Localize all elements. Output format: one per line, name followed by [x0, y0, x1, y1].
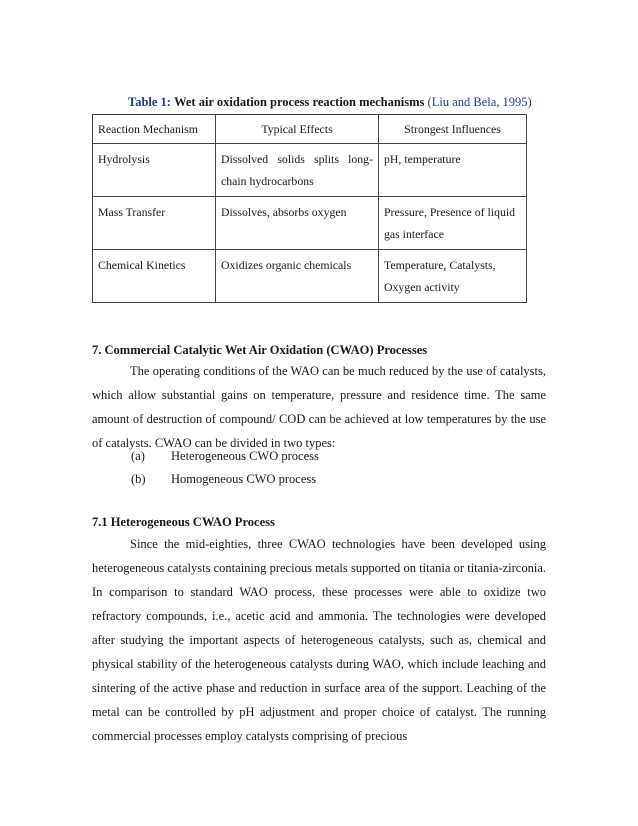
- section-7-paragraph: [92, 359, 546, 455]
- list-item-text: Homogeneous CWO process: [171, 472, 317, 486]
- table-cell: Mass Transfer: [93, 197, 216, 250]
- section-7-1-heading: 7.1 Heterogeneous CWAO Process: [92, 515, 275, 529]
- table-row: [93, 197, 527, 250]
- section-7-paragraph-text: The operating conditions of the WAO can be much reduced by the use of catalysts, which allow substantial gains on temperature, pressure and residence time. The same amount of destruction of compound/ COD can be achieved at low temperatures by the use of catalysts. CWAO can be divided in two types:: [92, 364, 546, 450]
- list-item-marker: (b): [131, 472, 146, 486]
- list-item-marker: (a): [131, 449, 145, 463]
- table-cell: pH, temperature: [379, 144, 527, 197]
- table-header-cell: Typical Effects: [216, 115, 379, 144]
- table-row: [93, 250, 527, 303]
- table-cell: Dissolved solids splits long-chain hydrocarbons: [216, 144, 379, 197]
- table-header-cell: Strongest Influences: [379, 115, 527, 144]
- table-cell: Temperature, Catalysts, Oxygen activity: [379, 250, 527, 303]
- table-cell: Oxidizes organic chemicals: [216, 250, 379, 303]
- table-row: [93, 144, 527, 197]
- table-cell: Dissolves, absorbs oxygen: [216, 197, 379, 250]
- table-caption-label: Table 1:: [128, 95, 171, 109]
- table-caption: [128, 95, 532, 110]
- section-7-1-paragraph-text: Since the mid-eighties, three CWAO technologies have been developed using heterogeneous catalysts containing precious metals supported on titania or titania-zirconia. In comparison to standard WAO process, these processes were able to oxidize two refractory compounds, i.e., acetic acid and ammonia. The technologies were developed after studying the important aspects of heterogeneous catalysts, such as, chemical and physical stability of the heterogeneous catalysts during WAO, which include leaching and sintering of the active phase and reduction in surface area of the support. Leaching of the metal can be controlled by pH adjustment and proper choice of catalyst. The running commercial processes employ catalysts comprising of precious: [92, 537, 546, 743]
- table-caption-title: Wet air oxidation process reaction mechanisms: [174, 95, 425, 109]
- section-7-heading: 7. Commercial Catalytic Wet Air Oxidation (CWAO) Processes: [92, 343, 428, 357]
- mechanism-table: [92, 114, 527, 303]
- list-item-text: Heterogeneous CWO process: [171, 449, 319, 463]
- table-cell: Hydrolysis: [93, 144, 216, 197]
- section-7-1-paragraph: [92, 532, 546, 748]
- table-header-row: [93, 115, 527, 144]
- table-cell: Chemical Kinetics: [93, 250, 216, 303]
- table-caption-citation: (Liu and Bela, 1995): [427, 95, 532, 109]
- table-cell: Pressure, Presence of liquid gas interface: [379, 197, 527, 250]
- table-header-cell: Reaction Mechanism: [93, 115, 216, 144]
